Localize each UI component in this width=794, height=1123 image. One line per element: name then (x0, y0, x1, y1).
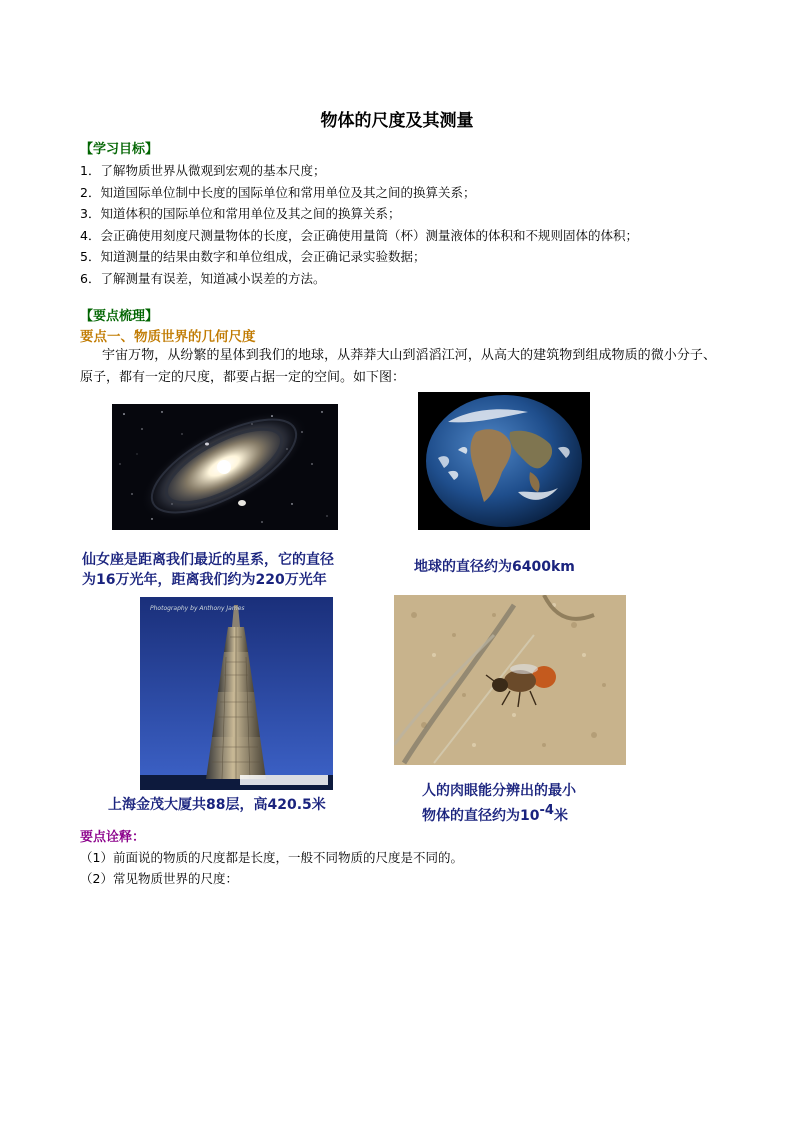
bee-caption-line2 (422, 801, 576, 826)
galaxy-caption-line2: 为16万光年，距离我们约为220万光年 (82, 572, 327, 588)
tower-photo-credit: Photography by Anthony James (150, 605, 245, 612)
objective-item: 2．知道国际单位制中长度的国际单位和常用单位及其之间的换算关系； (80, 184, 476, 200)
galaxy-photo (112, 404, 338, 530)
objectives-list (80, 160, 638, 289)
bee-photo (394, 595, 626, 765)
objective-item: 3．知道体积的国际单位和常用单位及其之间的换算关系； (80, 206, 401, 221)
bee-caption (422, 781, 576, 826)
bee-caption-exponent: -4 (539, 803, 554, 818)
bee-caption-text: 物体的直径约为10 (422, 808, 540, 824)
explanation-heading: 要点诠释： (80, 830, 146, 845)
explanation-item: （2）常见物质世界的尺度： (80, 871, 238, 886)
objective-item: 1．了解物质世界从微观到宏观的基本尺度； (80, 163, 326, 178)
point1-heading: 要点一、物质世界的几何尺度 (80, 329, 256, 345)
bee-caption-line1: 人的肉眼能分辨出的最小 (422, 783, 576, 799)
explanation-item: （1）前面说的物质的尺度都是长度，一般不同物质的尺度是不同的。 (80, 850, 463, 865)
objectives-label: 【学习目标】 (80, 142, 159, 157)
earth-photo (418, 392, 590, 530)
key-points-label: 【要点梳理】 (80, 309, 159, 324)
earth-caption: 地球的直径约为6400km (414, 559, 575, 575)
tower-photo (140, 597, 333, 790)
objective-item: 4．会正确使用刻度尺测量物体的长度，会正确使用量筒（杯）测量液体的体积和不规则固体的体积； (80, 227, 638, 243)
objective-item: 5．知道测量的结果由数字和单位组成，会正确记录实验数据； (80, 249, 426, 264)
galaxy-caption-line1: 仙女座是距离我们最近的星系，它的直径 (82, 552, 334, 568)
page-title: 物体的尺度及其测量 (320, 111, 474, 131)
intro-paragraph: 宇宙万物，从纷繁的星体到我们的地球，从莽莽大山到滔滔江河，从高大的建筑物到组成物质的微小分子、原子，都有一定的尺度，都要占据一定的空间。如下图： (80, 348, 716, 385)
tower-caption: 上海金茂大厦共88层，高420.5米 (108, 797, 326, 813)
objective-item: 6．了解测量有误差，知道减小误差的方法。 (80, 270, 326, 286)
bee-caption-unit: 米 (553, 808, 568, 824)
galaxy-caption (82, 550, 334, 590)
